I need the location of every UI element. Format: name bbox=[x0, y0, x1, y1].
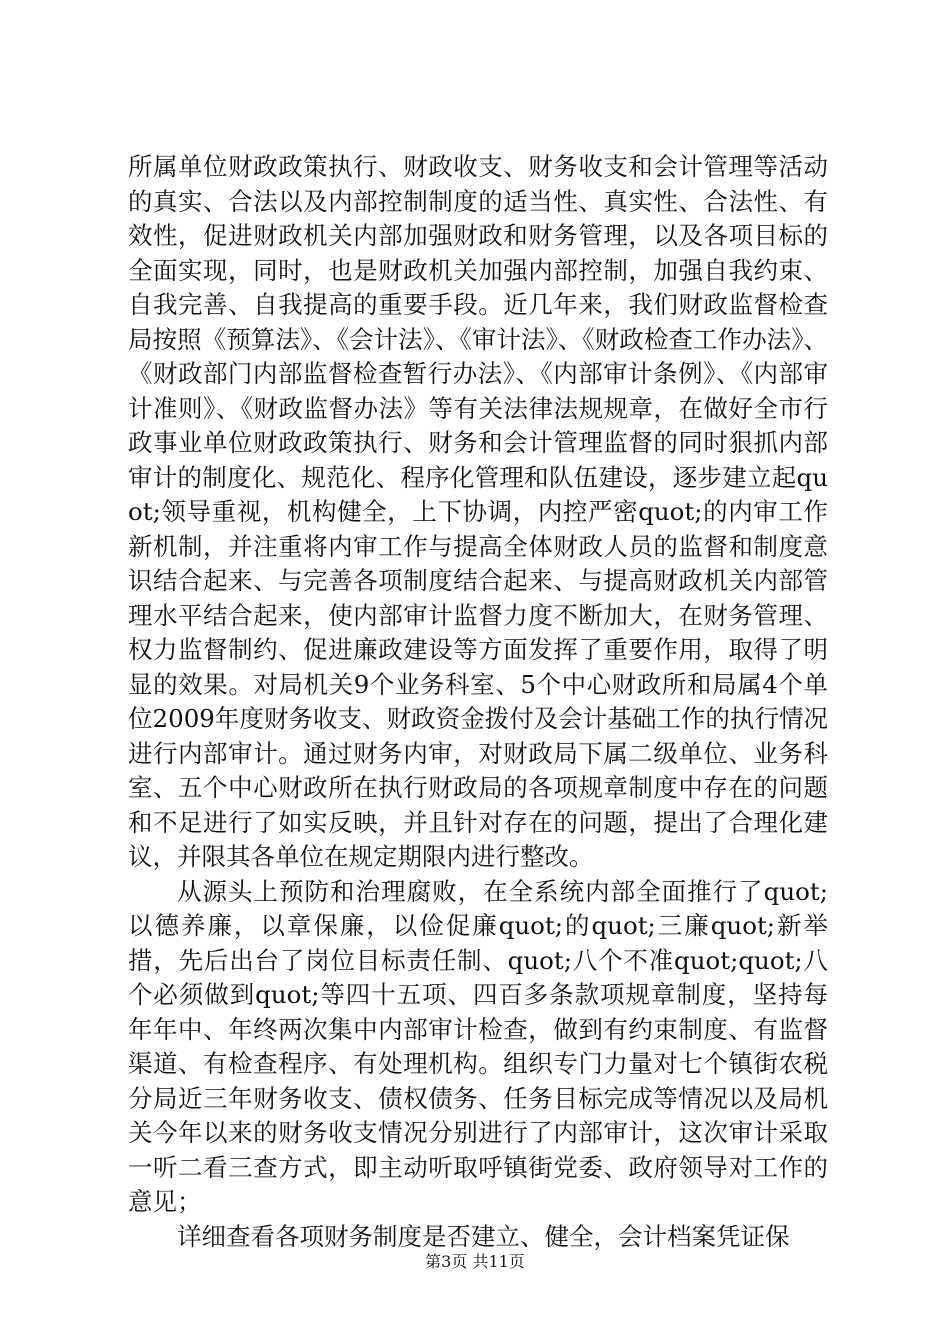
paragraph-1: 所属单位财政政策执行、财政收支、财务收支和会计管理等活动的真实、合法以及内部控制制度的适当性、真实性、合法性、有效性，促进财政机关内部加强财政和财务管理，以及各项目标的全面实现，同时，也是财政机关加强内部控制，加强自我约束、自我完善、自我提高的重要手段。近几年来，我们财政监督检查局按照《预算法》、《会计法》、《审计法》、《财政检查工作办法》、《财政部门内部监督检查暂行办法》、《内部审计条例》、《内部审计准则》、《财政监督办法》等有关法律法规规章，在做好全市行政事业单位财政政策执行、财务和会计管理监督的同时狠抓内部审计的制度化、规范化、程序化管理和队伍建设，逐步建立起quot;领导重视，机构健全，上下协调，内控严密quot;的内审工作新机制，并注重将内审工作与提高全体财政人员的监督和制度意识结合起来、与完善各项制度结合起来、与提高财政机关内部管理水平结合起来，使内部审计监督力度不断加大，在财务管理、权力监督制约、促进廉政建设等方面发挥了重要作用，取得了明显的效果。对局机关9个业务科室、5个中心财政所和局属4个单位2009年度财务收支、财政资金拨付及会计基础工作的执行情况进行内部审计。通过财务内审，对财政局下属二级单位、业务科室、五个中心财政所在执行财政局的各项规章制度中存在的问题和不足进行了如实反映，并且针对存在的问题，提出了合理化建议，并限其各单位在规定期限内进行整改。 bbox=[128, 152, 828, 871]
page-footer bbox=[0, 1252, 950, 1272]
page-number-label: 第3页 共11页 bbox=[425, 1252, 525, 1271]
document-body bbox=[128, 150, 828, 1254]
paragraph-2: 从源头上预防和治理腐败，在全系统内部全面推行了quot;以德养廉，以章保廉，以俭促廉quot;的quot;三廉quot;新举措，先后出台了岗位目标责任制、quot;八个不准quot;quot;八个必须做到quot;等四十五项、四百多条款项规章制度，坚持每年年中、年终两次集中内部审计检查，做到有约束制度、有监督渠道、有检查程序、有处理机构。组织专门力量对七个镇街农税分局近三年财务收支、债权债务、任务目标完成等情况以及局机关今年以来的财务收支情况分别进行了内部审计，这次审计采取一听二看三查方式，即主动听取呼镇街党委、政府领导对工作的意见； bbox=[128, 876, 828, 1216]
paragraph-3: 详细查看各项财务制度是否建立、健全，会计档案凭证保 bbox=[177, 1221, 790, 1251]
